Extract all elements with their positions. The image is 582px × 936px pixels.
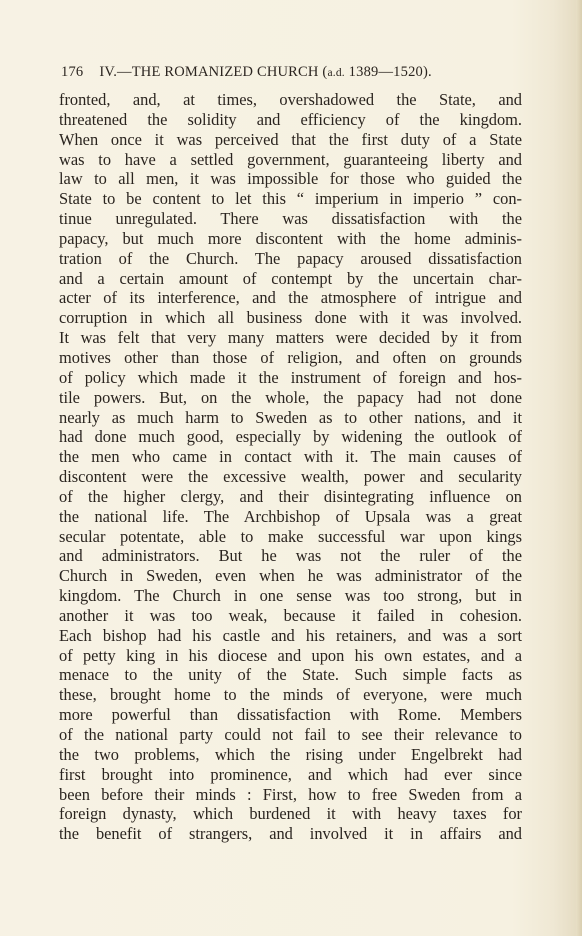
text-line: secular potentate, able to make successful war upon kings xyxy=(59,526,522,546)
body-text xyxy=(59,90,522,844)
text-line: motives other than those of religion, and often on grounds xyxy=(59,347,522,367)
text-line: acter of its interference, and the atmosphere of intrigue and xyxy=(59,288,522,308)
text-line: nearly as much harm to Sweden as to other nations, and it xyxy=(59,407,522,427)
text-line: another it was too weak, because it failed in cohesion. xyxy=(59,605,522,625)
text-line: Each bishop had his castle and his retainers, and was a sort xyxy=(59,625,522,645)
era-abbreviation: a.d. xyxy=(327,67,345,79)
text-line: When once it was perceived that the first duty of a State xyxy=(59,129,522,149)
text-line: first brought into prominence, and which had ever since xyxy=(59,764,522,784)
text-line: tile powers. But, on the whole, the papacy had not done xyxy=(59,387,522,407)
text-line: and a certain amount of contempt by the uncertain char- xyxy=(59,268,522,288)
text-line: corruption in which all business done with it was involved. xyxy=(59,308,522,328)
text-line: of the higher clergy, and their disintegrating influence on xyxy=(59,486,522,506)
text-line: menace to the unity of the State. Such simple facts as xyxy=(59,665,522,685)
text-line: papacy, but much more discontent with the home adminis- xyxy=(59,228,522,248)
text-line: the national life. The Archbishop of Upsala was a great xyxy=(59,506,522,526)
page-edge xyxy=(576,0,582,936)
text-line: fronted, and, at times, overshadowed the State, and xyxy=(59,90,522,109)
text-line: kingdom. The Church in one sense was too strong, but in xyxy=(59,586,522,606)
text-line: and administrators. But he was not the ruler of the xyxy=(59,546,522,566)
text-line: of policy which made it the instrument of foreign and hos- xyxy=(59,367,522,387)
text-line: more powerful than dissatisfaction with Rome. Members xyxy=(59,705,522,725)
chapter-years: 1389—1520). xyxy=(344,64,432,80)
text-line: discontent were the excessive wealth, power and secularity xyxy=(59,467,522,487)
text-line: had done much good, especially by widening the outlook of xyxy=(59,427,522,447)
text-line: It was felt that very many matters were decided by it from xyxy=(59,328,522,348)
text-line: foreign dynasty, which burdened it with heavy taxes for xyxy=(59,804,522,824)
page-number: 176 xyxy=(61,64,84,80)
text-line: tration of the Church. The papacy aroused dissatisfaction xyxy=(59,248,522,268)
text-line: been before their minds : First, how to free Sweden from a xyxy=(59,784,522,804)
chapter-title: IV.—THE ROMANIZED CHURCH ( xyxy=(99,64,328,80)
text-line: the two problems, which the rising under Engelbrekt had xyxy=(59,744,522,764)
text-line: threatened the solidity and efficiency of the kingdom. xyxy=(59,109,522,129)
text-line: of the national party could not fail to see their relevance to xyxy=(59,725,522,744)
running-head xyxy=(61,64,521,81)
text-line: State to be content to let this “ imperium in imperio ” con- xyxy=(59,189,522,209)
text-line: the men who came in contact with it. The main causes of xyxy=(59,447,522,467)
text-line: of petty king in his diocese and upon his own estates, and a xyxy=(59,645,522,665)
text-line: law to all men, it was impossible for those who guided the xyxy=(59,169,522,189)
text-line: was to have a settled government, guaranteeing liberty and xyxy=(59,149,522,169)
text-line: these, brought home to the minds of everyone, were much xyxy=(59,685,522,705)
text-line: Church in Sweden, even when he was administrator of the xyxy=(59,566,522,586)
text-line: the benefit of strangers, and involved it in affairs and xyxy=(59,824,522,844)
text-line: tinue unregulated. There was dissatisfaction with the xyxy=(59,209,522,229)
